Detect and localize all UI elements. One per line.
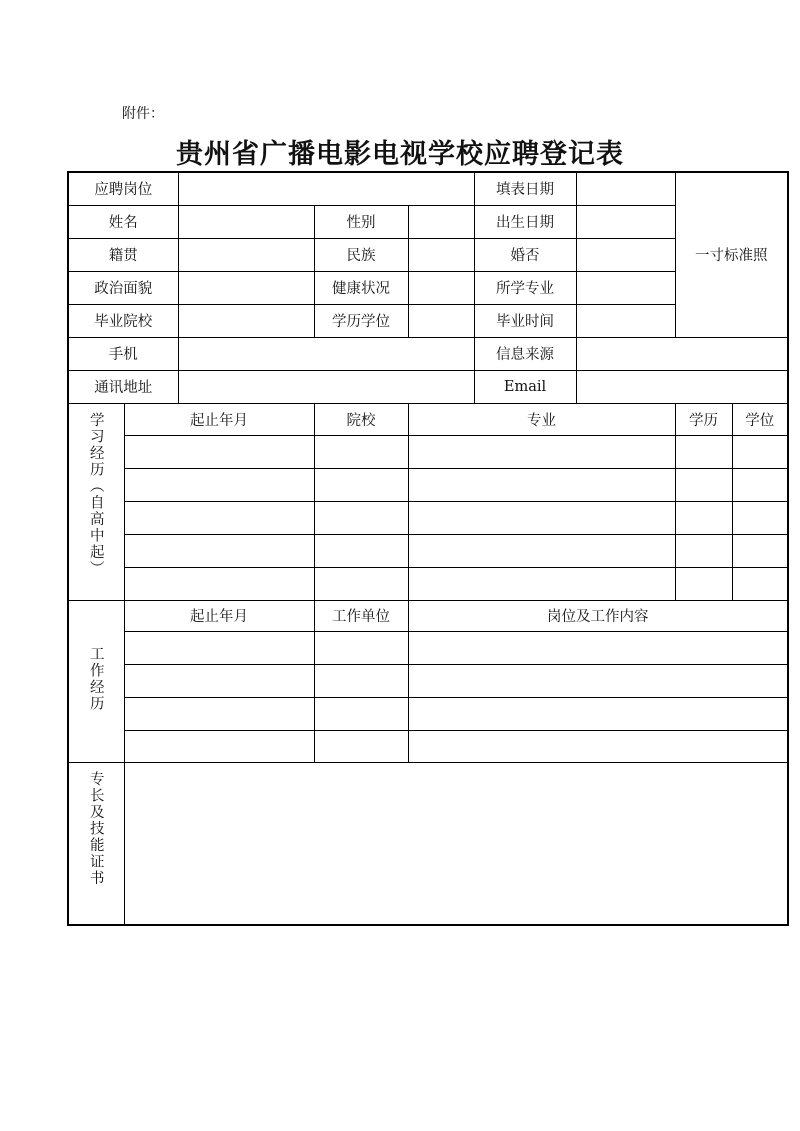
work-cell[interactable] [408, 697, 788, 730]
edu-cell[interactable] [124, 567, 314, 600]
edu-cell[interactable] [408, 567, 675, 600]
table-row [68, 631, 788, 664]
label-political: 政治面貌 [68, 271, 178, 304]
edu-cell[interactable] [124, 534, 314, 567]
work-cell[interactable] [408, 730, 788, 762]
label-name: 姓名 [68, 205, 178, 238]
input-gender[interactable] [408, 205, 474, 238]
work-col-employer: 工作单位 [314, 600, 408, 631]
edu-cell[interactable] [314, 567, 408, 600]
input-address[interactable] [178, 370, 474, 403]
input-native-place[interactable] [178, 238, 314, 271]
edu-col-degree: 学位 [732, 403, 788, 435]
input-position[interactable] [178, 172, 474, 205]
table-row [68, 697, 788, 730]
label-health: 健康状况 [314, 271, 408, 304]
table-row [68, 664, 788, 697]
edu-cell[interactable] [408, 468, 675, 501]
input-fill-date[interactable] [576, 172, 675, 205]
work-cell[interactable] [124, 664, 314, 697]
edu-cell[interactable] [314, 468, 408, 501]
input-marital[interactable] [576, 238, 675, 271]
label-position: 应聘岗位 [68, 172, 178, 205]
input-email[interactable] [576, 370, 788, 403]
edu-cell[interactable] [314, 435, 408, 468]
edu-cell[interactable] [675, 534, 732, 567]
label-major: 所学专业 [474, 271, 576, 304]
input-birth-date[interactable] [576, 205, 675, 238]
work-cell[interactable] [314, 697, 408, 730]
edu-cell[interactable] [408, 534, 675, 567]
table-row [68, 501, 788, 534]
label-school: 毕业院校 [68, 304, 178, 337]
edu-cell[interactable] [408, 435, 675, 468]
edu-cell[interactable] [732, 435, 788, 468]
label-ethnicity: 民族 [314, 238, 408, 271]
edu-cell[interactable] [314, 501, 408, 534]
photo-box[interactable] [675, 172, 788, 337]
label-marital: 婚否 [474, 238, 576, 271]
edu-cell[interactable] [314, 534, 408, 567]
edu-cell[interactable] [732, 468, 788, 501]
edu-cell[interactable] [732, 567, 788, 600]
input-health[interactable] [408, 271, 474, 304]
table-row [68, 468, 788, 501]
edu-col-major: 专业 [408, 403, 675, 435]
input-political[interactable] [178, 271, 314, 304]
input-name[interactable] [178, 205, 314, 238]
edu-col-school: 院校 [314, 403, 408, 435]
work-col-duties: 岗位及工作内容 [408, 600, 788, 631]
input-phone[interactable] [178, 337, 474, 370]
table-row [68, 730, 788, 762]
edu-col-period: 起止年月 [124, 403, 314, 435]
edu-cell[interactable] [675, 468, 732, 501]
edu-cell[interactable] [124, 435, 314, 468]
work-cell[interactable] [124, 631, 314, 664]
edu-cell[interactable] [675, 435, 732, 468]
input-major[interactable] [576, 271, 675, 304]
label-email: Email [474, 370, 576, 403]
input-grad-time[interactable] [576, 304, 675, 337]
work-col-period: 起止年月 [124, 600, 314, 631]
label-degree: 学历学位 [314, 304, 408, 337]
registration-form [67, 171, 789, 926]
education-section-label: 学习经历（自高中起） [68, 403, 124, 600]
work-cell[interactable] [408, 631, 788, 664]
work-cell[interactable] [314, 730, 408, 762]
work-cell[interactable] [314, 664, 408, 697]
label-address: 通讯地址 [68, 370, 178, 403]
input-school[interactable] [178, 304, 314, 337]
label-birth-date: 出生日期 [474, 205, 576, 238]
photo-label: 一寸标准照 [695, 248, 768, 265]
edu-cell[interactable] [732, 501, 788, 534]
table-row [68, 534, 788, 567]
edu-cell[interactable] [675, 567, 732, 600]
edu-cell[interactable] [124, 501, 314, 534]
attachment-label: 附件： [122, 106, 164, 122]
label-gender: 性别 [314, 205, 408, 238]
label-info-source: 信息来源 [474, 337, 576, 370]
form-title: 贵州省广播电影电视学校应聘登记表 [176, 139, 624, 170]
edu-cell[interactable] [124, 468, 314, 501]
skills-input[interactable] [124, 762, 788, 925]
label-fill-date: 填表日期 [474, 172, 576, 205]
label-native-place: 籍贯 [68, 238, 178, 271]
input-ethnicity[interactable] [408, 238, 474, 271]
work-cell[interactable] [124, 730, 314, 762]
skills-section-label: 专长及技能证书 [68, 762, 124, 925]
work-section-label: 工作经历 [68, 600, 124, 762]
edu-cell[interactable] [408, 501, 675, 534]
table-row [68, 567, 788, 600]
label-phone: 手机 [68, 337, 178, 370]
input-info-source[interactable] [576, 337, 788, 370]
table-row [68, 435, 788, 468]
work-cell[interactable] [124, 697, 314, 730]
edu-cell[interactable] [675, 501, 732, 534]
edu-col-education: 学历 [675, 403, 732, 435]
work-cell[interactable] [314, 631, 408, 664]
edu-cell[interactable] [732, 534, 788, 567]
label-grad-time: 毕业时间 [474, 304, 576, 337]
work-cell[interactable] [408, 664, 788, 697]
input-degree[interactable] [408, 304, 474, 337]
